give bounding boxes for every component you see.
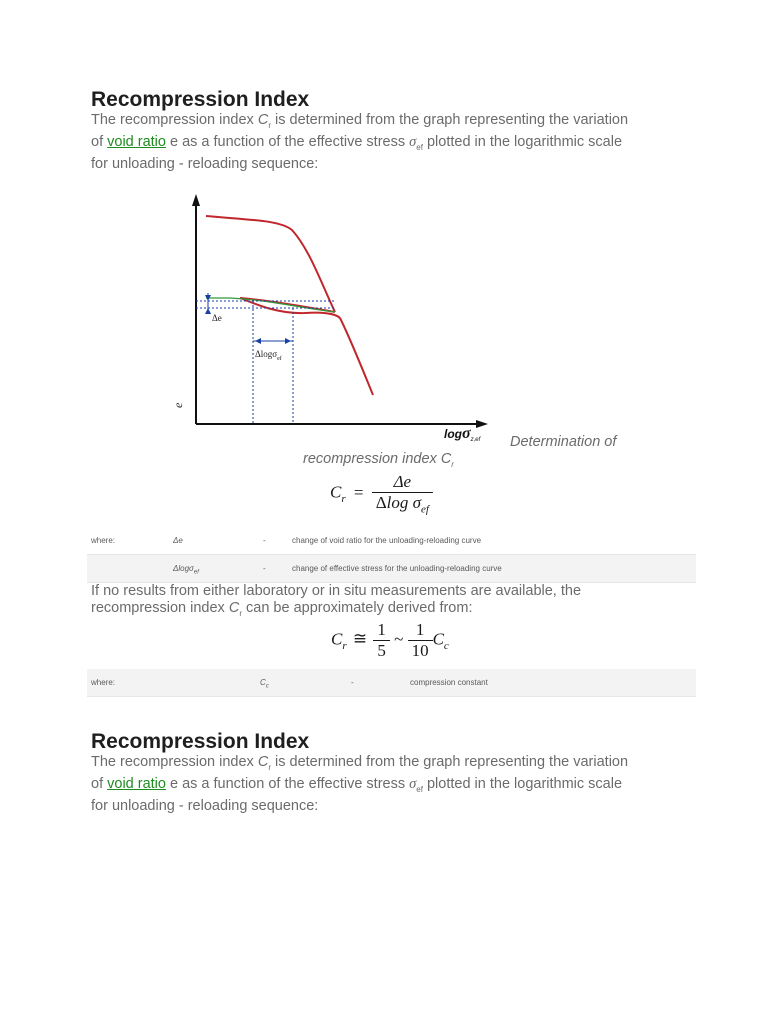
den-sub: ef [421, 503, 429, 516]
y-axis-arrow [192, 194, 200, 206]
y-axis-label: e [171, 402, 185, 408]
approximation-paragraph [91, 583, 691, 622]
symbol-sub: ef [193, 569, 199, 576]
intro-line-1 [91, 112, 691, 134]
reload-tangent-line [206, 298, 335, 312]
symbol-sub: c [265, 683, 269, 690]
formula-approx: ≅ [352, 629, 368, 649]
x-axis-label [444, 425, 482, 443]
void-ratio-log-stress-diagram [170, 190, 510, 450]
where-label: where: [91, 536, 116, 545]
cr-sub: r [268, 120, 271, 130]
approx-line-1: If no results from either laboratory or in situ measurements are available, the [91, 583, 582, 599]
cr-symbol: C [228, 600, 240, 616]
section-1 [91, 88, 691, 173]
symbol-text: C [260, 678, 266, 687]
where-dash: - [263, 536, 266, 545]
fraction-numerator: 1 [377, 620, 386, 639]
void-ratio-link[interactable]: void ratio [107, 775, 166, 792]
section-title: Recompression Index [91, 88, 310, 111]
fraction-denominator: 10 [408, 640, 433, 661]
formula-lhs-sub: r [341, 493, 346, 505]
cr-symbol: C [257, 754, 269, 770]
intro-line-3: for unloading - reloading sequence: [91, 155, 319, 172]
text: The recompression index [91, 754, 258, 770]
where-description: compression constant [410, 678, 488, 687]
text: e as a function of the effective stress [165, 133, 410, 150]
delta-log-sub: ef [277, 356, 282, 362]
text: e as a function of the effective stress [165, 775, 410, 792]
fraction-numerator: 1 [415, 620, 425, 639]
figure-caption-line-1: Determination of [510, 434, 617, 450]
intro-line-3: for unloading - reloading sequence: [91, 797, 319, 814]
table-row [87, 669, 696, 697]
fraction-denominator: 5 [373, 640, 390, 661]
text: plotted in the logarithmic scale [422, 133, 623, 150]
cr-symbol: C [257, 112, 269, 128]
cr-sub: r [268, 762, 271, 772]
delta-e-label: Δe [212, 313, 222, 323]
where-table-2 [87, 669, 696, 697]
formula-lhs-sub: r [342, 639, 347, 652]
where-symbol: Δe [173, 536, 183, 545]
x-label-sub: z,ef [470, 437, 481, 443]
where-description: change of void ratio for the unloading-reloading curve [292, 536, 482, 545]
sigma-symbol: σ [409, 775, 417, 792]
formula-denominator [372, 492, 433, 515]
formula-fraction [372, 472, 433, 515]
delta-e-arrow-bottom [205, 308, 211, 314]
formula-cr-definition [330, 472, 433, 515]
formula-rhs-sub: c [443, 639, 449, 652]
where-dash: - [351, 678, 354, 687]
text: is determined from the graph representing the variation [270, 112, 629, 128]
x-axis-arrow [476, 420, 488, 428]
caption-text: recompression index C [303, 451, 452, 467]
text: can be approximately derived from: [241, 600, 473, 616]
approx-line-2 [91, 600, 691, 622]
delta-log-arrow-right [285, 338, 291, 344]
section-title: Recompression Index [91, 730, 310, 753]
text: of [91, 133, 108, 150]
text: The recompression index [91, 112, 258, 128]
where-symbol [173, 564, 199, 576]
den-sigma: σ [412, 493, 422, 512]
formula-rhs: C [432, 629, 444, 649]
virgin-curve-bottom [340, 318, 373, 395]
section-2 [91, 730, 691, 815]
where-label: where: [91, 678, 116, 687]
intro-line-1 [91, 754, 691, 776]
delta-log-label [255, 349, 282, 362]
where-description: change of effective stress for the unloading-reloading curve [292, 564, 502, 573]
formula-lhs: C [330, 482, 342, 502]
void-ratio-link[interactable]: void ratio [107, 133, 166, 150]
formula-fraction-2 [408, 620, 433, 661]
x-label-sigma: σ [462, 425, 471, 442]
where-dash: - [263, 564, 266, 573]
formula-equals: = [353, 482, 364, 502]
sigma-sub: ef [416, 142, 423, 152]
formula-tilde: ~ [394, 629, 404, 649]
den-delta: Δ [375, 493, 387, 512]
sigma-symbol: σ [409, 133, 417, 150]
formula-fraction-1 [373, 620, 390, 661]
num-text: Δe [393, 472, 412, 491]
symbol-text: Δlogσ [173, 564, 194, 573]
where-table-1 [87, 527, 696, 583]
figure-caption-line-2 [303, 451, 454, 469]
intro-line-2 [91, 134, 691, 156]
delta-log-arrow-left [255, 338, 261, 344]
text: of [91, 775, 108, 792]
formula-cr-approximation [331, 620, 449, 661]
caption-sub: r [451, 459, 454, 469]
text: plotted in the logarithmic scale [422, 775, 623, 792]
formula-lhs: C [331, 629, 343, 649]
where-symbol [260, 678, 269, 690]
den-log: log [386, 493, 409, 512]
delta-log-text: Δlogσ [255, 349, 278, 359]
intro-line-2 [91, 776, 691, 798]
formula-numerator [372, 472, 433, 492]
text: is determined from the graph representing the variation [270, 754, 629, 770]
table-row [87, 555, 696, 583]
sigma-sub: ef [416, 784, 423, 794]
table-row [87, 527, 696, 555]
text: recompression index [91, 600, 229, 616]
cr-sub: r [239, 608, 242, 618]
x-label-log: log [444, 427, 462, 441]
